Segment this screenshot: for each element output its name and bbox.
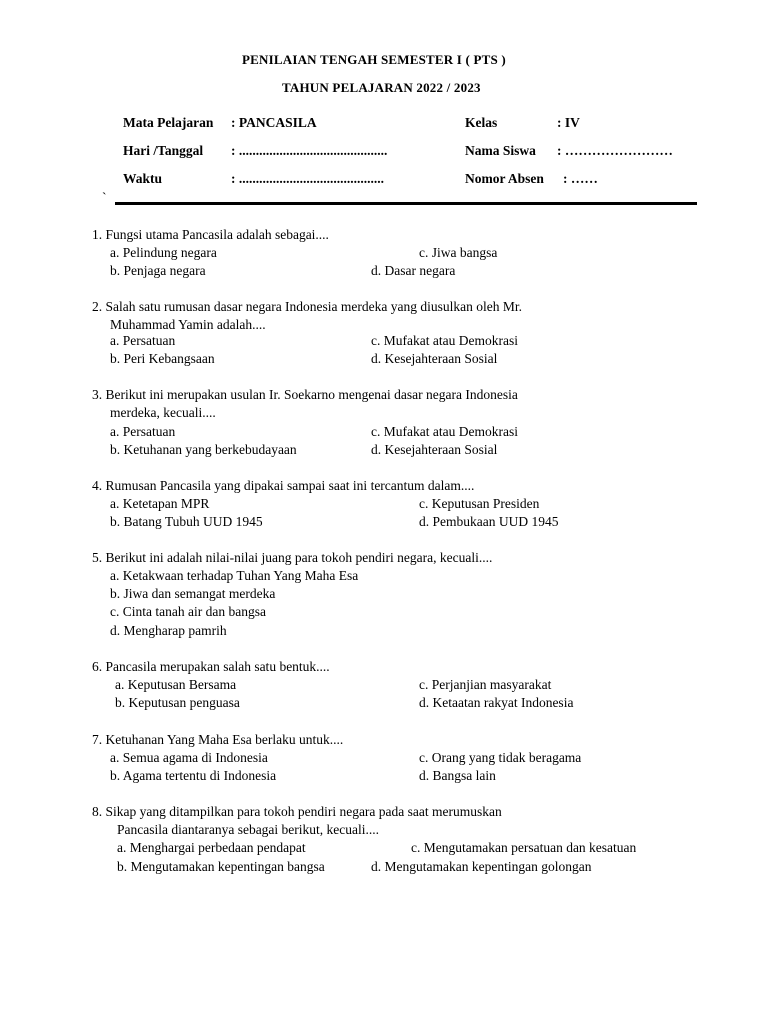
option-d: d. Kesejahteraan Sosial: [371, 442, 498, 457]
option-b: b. Mengutamakan kepentingan bangsa: [117, 859, 325, 874]
question-text-continued: merdeka, kecuali....: [110, 405, 216, 420]
option-b: b. Jiwa dan semangat merdeka: [110, 586, 276, 601]
option-c: c. Mufakat atau Demokrasi: [371, 333, 518, 348]
question-text: 4. Rumusan Pancasila yang dipakai sampai saat ini tercantum dalam....: [92, 478, 475, 493]
question-text-continued: Muhammad Yamin adalah....: [110, 317, 266, 332]
option-c: c. Orang yang tidak beragama: [419, 750, 582, 765]
subject-value: : PANCASILA: [231, 115, 317, 130]
option-a: a. Ketetapan MPR: [110, 496, 210, 511]
time-label: Waktu: [123, 171, 163, 186]
stray-mark: `: [102, 190, 107, 205]
option-c: c. Cinta tanah air dan bangsa: [110, 604, 266, 619]
subject-label: Mata Pelajaran: [123, 115, 214, 130]
option-b: b. Agama tertentu di Indonesia: [110, 768, 277, 783]
absence-number-label: Nomor Absen: [465, 171, 544, 186]
question-text: 8. Sikap yang ditampilkan para tokoh pendiri negara pada saat merumuskan: [92, 804, 502, 819]
option-b: b. Penjaga negara: [110, 263, 206, 278]
option-a: a. Persatuan: [110, 333, 176, 348]
question-text: 3. Berikut ini merupakan usulan Ir. Soekarno mengenai dasar negara Indonesia: [92, 387, 518, 402]
absence-number-field: : ……: [563, 171, 598, 186]
option-a: a. Keputusan Bersama: [115, 677, 237, 692]
option-a: a. Semua agama di Indonesia: [110, 750, 268, 765]
option-a: a. Pelindung negara: [110, 245, 217, 260]
option-d: d. Dasar negara: [371, 263, 456, 278]
question-text: 6. Pancasila merupakan salah satu bentuk....: [92, 659, 330, 674]
option-d: d. Bangsa lain: [419, 768, 496, 783]
date-field: : ............................................: [231, 143, 388, 158]
option-b: b. Ketuhanan yang berkebudayaan: [110, 442, 297, 457]
question-text: 1. Fungsi utama Pancasila adalah sebagai....: [92, 227, 329, 242]
question-text: 7. Ketuhanan Yang Maha Esa berlaku untuk....: [92, 732, 344, 747]
class-value: : IV: [557, 115, 580, 130]
option-c: c. Keputusan Presiden: [419, 496, 540, 511]
option-a: a. Menghargai perbedaan pendapat: [117, 840, 306, 855]
question-text-continued: Pancasila diantaranya sebagai berikut, kecuali....: [117, 822, 380, 837]
date-label: Hari /Tanggal: [123, 143, 204, 158]
option-b: b. Peri Kebangsaan: [110, 351, 215, 366]
student-name-label: Nama Siswa: [465, 143, 536, 158]
option-d: d. Ketaatan rakyat Indonesia: [419, 695, 574, 710]
option-d: d. Pembukaan UUD 1945: [419, 514, 559, 529]
exam-title: PENILAIAN TENGAH SEMESTER I ( PTS ): [242, 52, 506, 67]
option-c: c. Mufakat atau Demokrasi: [371, 424, 518, 439]
academic-year: TAHUN PELAJARAN 2022 / 2023: [282, 80, 481, 95]
question-text: 2. Salah satu rumusan dasar negara Indonesia merdeka yang diusulkan oleh Mr.: [92, 299, 523, 314]
time-field: : ...........................................: [231, 171, 384, 186]
option-d: d. Kesejahteraan Sosial: [371, 351, 498, 366]
option-a: a. Ketakwaan terhadap Tuhan Yang Maha Esa: [110, 568, 359, 583]
option-d: d. Mengharap pamrih: [110, 623, 227, 638]
option-c: c. Jiwa bangsa: [419, 245, 498, 260]
option-a: a. Persatuan: [110, 424, 176, 439]
option-b: b. Batang Tubuh UUD 1945: [110, 514, 263, 529]
option-c: c. Perjanjian masyarakat: [419, 677, 552, 692]
student-name-field: : ……………………: [557, 143, 673, 158]
question-text: 5. Berikut ini adalah nilai-nilai juang para tokoh pendiri negara, kecuali....: [92, 550, 493, 565]
option-c: c. Mengutamakan persatuan dan kesatuan: [411, 840, 637, 855]
class-label: Kelas: [465, 115, 498, 130]
header-divider: [115, 202, 697, 205]
option-b: b. Keputusan penguasa: [115, 695, 240, 710]
option-d: d. Mengutamakan kepentingan golongan: [371, 859, 592, 874]
